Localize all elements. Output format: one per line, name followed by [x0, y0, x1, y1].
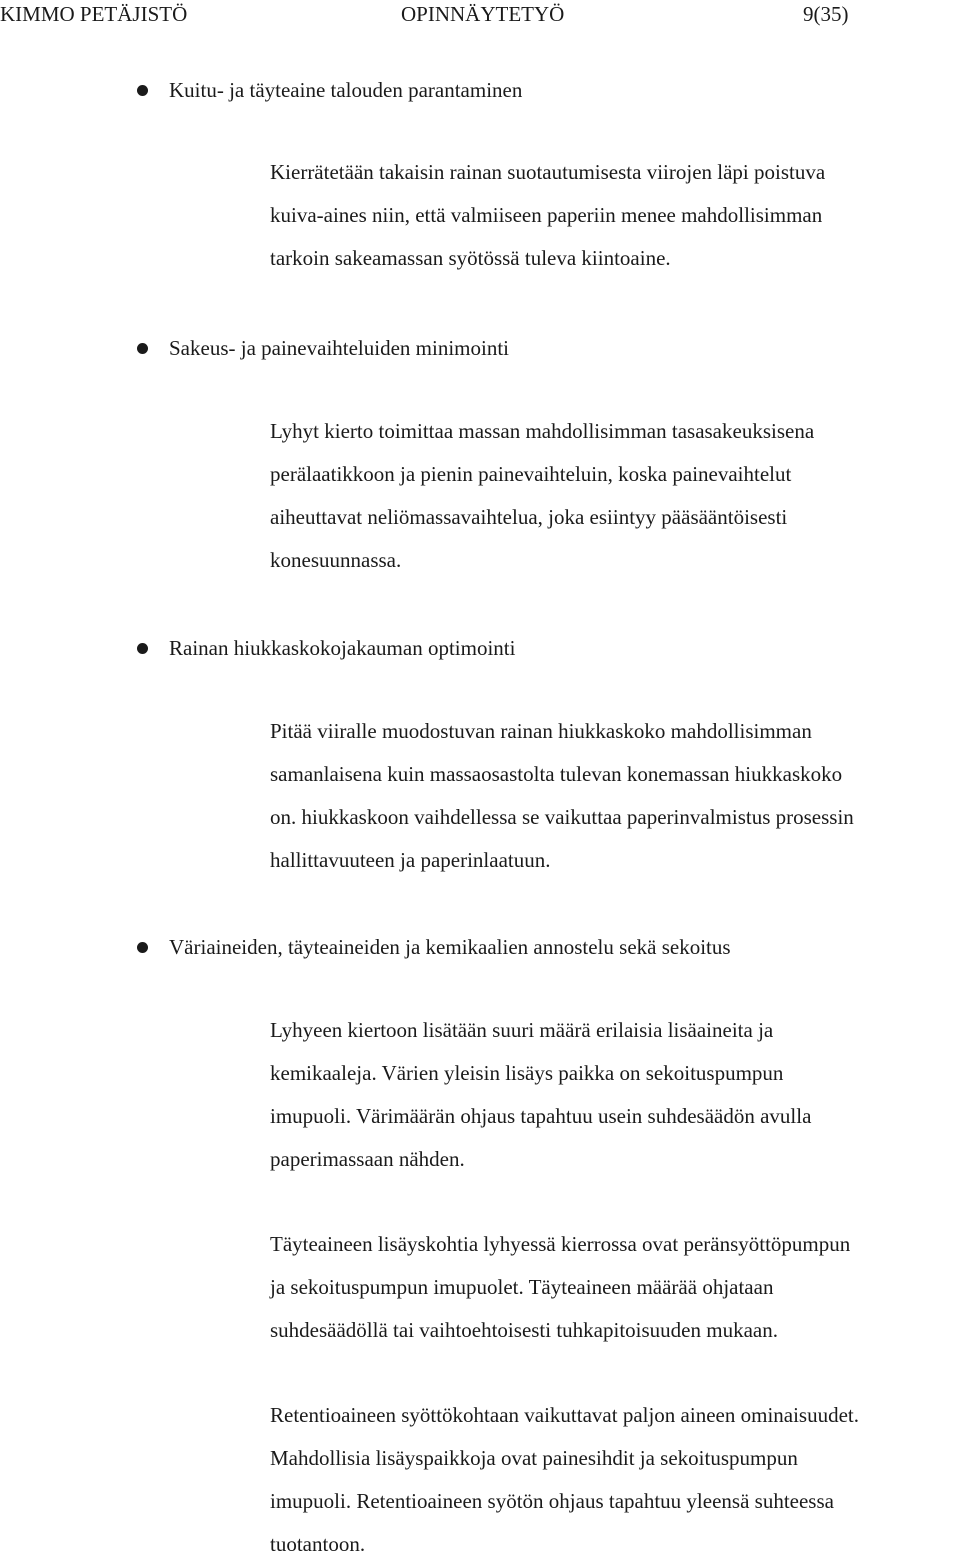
- text-line: Mahdollisia lisäyspaikkoja ovat painesihdit ja sekoituspumpun: [270, 1446, 798, 1470]
- text-line: Kierrätetään takaisin rainan suotautumisesta viirojen läpi poistuva: [270, 160, 826, 184]
- text-line: imupuoli. Värimäärän ohjaus tapahtuu usein suhdesäädön avulla: [270, 1104, 812, 1128]
- bullet-icon: [137, 942, 148, 953]
- text-line: samanlaisena kuin massaosastolta tulevan konemassan hiukkaskoko: [270, 762, 843, 786]
- bullet-item: [0, 334, 960, 366]
- text-line: kuiva-aines niin, että valmiiseen paperiin menee mahdollisimman: [270, 203, 823, 227]
- text-line: perälaatikkoon ja pienin painevaihteluin, koska painevaihtelut: [270, 462, 792, 486]
- text-line: ja sekoituspumpun imupuolet. Täyteaineen määrää ohjataan: [270, 1275, 774, 1299]
- body-paragraph: [270, 151, 960, 280]
- text-line: Lyhyt kierto toimittaa massan mahdollisimman tasasakeuksisena: [270, 419, 815, 443]
- text-line: Retentioaineen syöttökohtaan vaikuttavat paljon aineen ominaisuudet.: [270, 1403, 860, 1427]
- text-line: hallittavuuteen ja paperinlaatuun.: [270, 848, 551, 872]
- text-line: aiheuttavat neliömassavaihtelua, joka esiintyy pääsääntöisesti: [270, 505, 788, 529]
- text-line: tarkoin sakeamassan syötössä tuleva kiintoaine.: [270, 246, 671, 270]
- text-line: Lyhyeen kiertoon lisätään suuri määrä erilaisia lisäaineita ja: [270, 1018, 774, 1042]
- text-line: kemikaaleja. Värien yleisin lisäys paikka on sekoituspumpun: [270, 1061, 784, 1085]
- text-line: on. hiukkaskoon vaihdellessa se vaikuttaa paperinvalmistus prosessin: [270, 805, 854, 829]
- bullet-item: [0, 933, 960, 965]
- text-line: suhdesäädöllä tai vaihtoehtoisesti tuhkapitoisuuden mukaan.: [270, 1318, 778, 1342]
- page-header: [0, 0, 960, 32]
- header-page-number: 9(35): [803, 2, 849, 26]
- bullet-icon: [137, 85, 148, 96]
- text-line: paperimassaan nähden.: [270, 1147, 465, 1171]
- body-paragraph: [270, 1009, 960, 1181]
- bullet-icon: [137, 643, 148, 654]
- bullet-item: [0, 634, 960, 666]
- header-author: KIMMO PETÄJISTÖ: [0, 2, 188, 26]
- text-line: imupuoli. Retentioaineen syötön ohjaus tapahtuu yleensä suhteessa: [270, 1489, 834, 1513]
- header-document-type: OPINNÄYTETYÖ: [401, 2, 565, 26]
- body-paragraph: [270, 410, 960, 582]
- body-paragraph: [270, 1394, 960, 1566]
- bullet-heading: Rainan hiukkaskokojakauman optimointi: [169, 636, 516, 660]
- bullet-heading: Väriaineiden, täyteaineiden ja kemikaalien annostelu sekä sekoitus: [169, 935, 731, 959]
- bullet-icon: [137, 343, 148, 354]
- body-paragraph: [270, 1223, 960, 1352]
- text-line: konesuunnassa.: [270, 548, 402, 572]
- text-line: tuotantoon.: [270, 1532, 366, 1556]
- bullet-heading: Sakeus- ja painevaihteluiden minimointi: [169, 336, 510, 360]
- text-line: Pitää viiralle muodostuvan rainan hiukkaskoko mahdollisimman: [270, 719, 812, 743]
- bullet-item: [0, 76, 960, 108]
- bullet-heading: Kuitu- ja täyteaine talouden parantaminen: [169, 78, 523, 102]
- body-paragraph: [270, 710, 960, 882]
- text-line: Täyteaineen lisäyskohtia lyhyessä kierrossa ovat peränsyöttöpumpun: [270, 1232, 851, 1256]
